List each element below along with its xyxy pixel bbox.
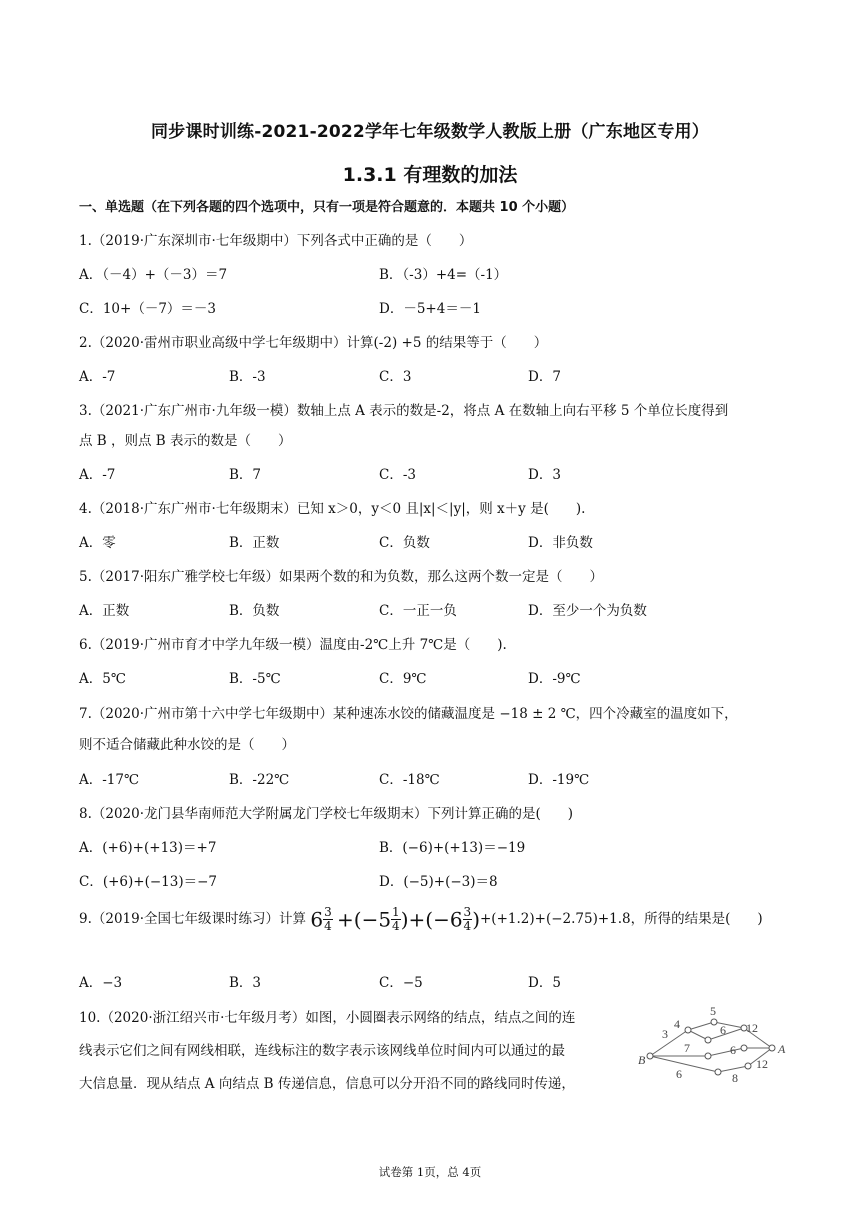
question-3-stem-line-1: 3.（2021·广东广州市·九年级一模）数轴上点 A 表示的数是-2，将点 A 在数轴上向右平移 5 个单位长度得到 [79, 403, 729, 419]
network-node [711, 1019, 717, 1025]
question-8-option-c: C．(+6)+(−13)＝−7 [79, 874, 217, 890]
fraction-numerator: 1 [392, 905, 400, 919]
question-9-stem: 9.（2019·全国七年级课时练习）计算 6 $\frac{3}{4}$ +(−5 $\frac{1}{4}$ )+(−6 $\frac{3}{4}$ )+(+1.2)+(−2.75)+1.8，所得的结果是( ) [79, 905, 763, 933]
question-2-option-a: A．-7 [79, 369, 116, 385]
question-7-option-b: B．-22℃ [229, 772, 290, 788]
network-node [705, 1037, 711, 1043]
question-9-option-b: B．3 [229, 975, 262, 991]
question-7-option-c: C．-18℃ [379, 772, 440, 788]
network-node [685, 1027, 691, 1033]
network-node [705, 1053, 711, 1059]
question-2-option-c: C．3 [379, 369, 412, 385]
question-7-option-a: A．-17℃ [79, 772, 140, 788]
question-6-stem: 6.（2019·广州市育才中学九年级一模）温度由-2℃上升 7℃是（ ). [79, 637, 507, 653]
fraction-numerator: 3 [463, 905, 472, 919]
question-5-option-a: A．正数 [79, 603, 130, 619]
question-8-stem: 8.（2020·龙门县华南师范大学附属龙门学校七年级期末）下列计算正确的是( ) [79, 806, 574, 822]
question-6-option-c: C．9℃ [379, 671, 427, 687]
question-2-stem: 2.（2020·雷州市职业高级中学七年级期中）计算(-2) +5 的结果等于（ ） [79, 335, 548, 351]
question-3-option-c: C．-3 [379, 467, 416, 483]
question-4-stem: 4.（2018·广东广州市·七年级期末）已知 x＞0，y＜0 且|x|＜|y|，则 x＋y 是( ). [79, 501, 586, 517]
question-5-stem: 5.（2017·阳东广雅学校七年级）如果两个数的和为负数，那么这两个数一定是（ ） [79, 569, 604, 585]
question-9-term-2-whole: −5 [361, 907, 392, 932]
question-5-option-d: D．至少一个为负数 [528, 603, 647, 619]
edge-weight: 8 [732, 1071, 738, 1085]
question-1-option-d: D．－5+4＝－1 [379, 301, 481, 317]
question-9-term-1-fraction [323, 906, 333, 933]
question-9-option-c: C．−5 [379, 975, 423, 991]
question-1-option-c: C．10+（－7）＝－3 [79, 301, 216, 317]
edge-weight: 12 [756, 1057, 768, 1071]
question-9-term-1-whole: 6 [310, 907, 324, 932]
edge-weight: 4 [674, 1017, 680, 1031]
question-2-option-d: D．7 [528, 369, 561, 385]
edge-weight: 6 [730, 1043, 736, 1057]
question-4-option-a: A．零 [79, 535, 116, 551]
question-8-option-d: D．(−5)+(−3)＝8 [379, 874, 498, 890]
network-diagram [636, 1002, 792, 1088]
question-7-stem-line-2: 则不适合储藏此种水饺的是（ ） [79, 737, 295, 753]
question-10-line-1: 10.（2020·浙江绍兴市·七年级月考）如图，小圆圈表示网络的结点，结点之间的连 [79, 1010, 576, 1026]
question-10-line-2: 线表示它们之间有网线相联，连线标注的数字表示该网线单位时间内可以通过的最 [79, 1043, 565, 1059]
question-5-option-b: B．负数 [229, 603, 280, 619]
question-8-option-b: B．(−6)+(+13)＝−19 [379, 840, 526, 856]
question-3-option-d: D．3 [528, 467, 561, 483]
page-footer: 试卷第 1页，总 4页 [378, 1165, 482, 1179]
question-9-term-2-fraction [391, 906, 401, 933]
question-9-term-3-whole: −6 [433, 907, 463, 932]
network-node-a [769, 1045, 775, 1051]
question-6-option-a: A．5℃ [79, 671, 126, 687]
question-3-stem-line-2: 点 B ，则点 B 表示的数是（ ） [79, 433, 292, 449]
lesson-title: 1.3.1 有理数的加法 [342, 164, 518, 186]
question-9-prefix: 9.（2019·全国七年级课时练习）计算 [79, 911, 307, 927]
question-7-stem-line-1: 7.（2020·广州市第十六中学七年级期中）某种速冻水饺的储藏温度是 −18 ± 2 ℃，四个冷藏室的温度如下， [79, 706, 738, 722]
network-node [715, 1069, 721, 1075]
edge-weight: 7 [684, 1041, 690, 1055]
section-heading: 一、单选题（在下列各题的四个选项中，只有一项是符合题意的．本题共 10 个小题） [79, 200, 575, 215]
question-5-option-c: C．一正一负 [379, 603, 457, 619]
document-title: 同步课时训练-2021-2022学年七年级数学人教版上册（广东地区专用） [151, 122, 709, 142]
network-node [745, 1063, 751, 1069]
question-9-option-d: D．5 [528, 975, 561, 991]
network-node [741, 1045, 747, 1051]
question-2-option-b: B．-3 [229, 369, 266, 385]
question-4-option-c: C．负数 [379, 535, 430, 551]
node-label-a: A [778, 1042, 786, 1056]
question-9-option-a: A．−3 [79, 975, 123, 991]
question-1-stem: 1.（2019·广东深圳市·七年级期中）下列各式中正确的是（ ） [79, 233, 473, 249]
edge-weight: 6 [676, 1067, 682, 1081]
question-9-tail-expression: +(+1.2)+(−2.75)+1.8 [480, 911, 631, 927]
question-9-suffix: ，所得的结果是( ) [630, 911, 763, 927]
edge-weight: 5 [710, 1004, 716, 1018]
question-8-option-a: A．(+6)+(+13)＝+7 [79, 840, 217, 856]
question-1-option-b: B．（-3）+4=（-1） [379, 267, 508, 283]
question-3-option-a: A．-7 [79, 467, 116, 483]
fraction-denominator: 4 [324, 919, 332, 933]
question-6-option-d: D．-9℃ [528, 671, 581, 687]
edge-weight: 6 [720, 1023, 726, 1037]
question-4-option-b: B．正数 [229, 535, 280, 551]
question-10-line-3: 大信息量．现从结点 A 向结点 B 传递信息，信息可以分开沿不同的路线同时传递， [79, 1076, 575, 1092]
question-9-term-3-fraction [463, 906, 473, 933]
fraction-denominator: 4 [392, 919, 400, 933]
question-4-option-d: D．非负数 [528, 535, 593, 551]
node-label-b: B [638, 1053, 646, 1067]
fraction-denominator: 4 [463, 919, 472, 933]
question-3-option-b: B．7 [229, 467, 262, 483]
question-7-option-d: D．-19℃ [528, 772, 590, 788]
network-node-b [647, 1053, 653, 1059]
edge-weight: 3 [662, 1027, 668, 1041]
question-1-option-a: A．（－4）+（－3）＝7 [79, 267, 228, 283]
fraction-numerator: 3 [324, 905, 332, 919]
edge-weight: 12 [746, 1021, 758, 1035]
question-6-option-b: B．-5℃ [229, 671, 281, 687]
